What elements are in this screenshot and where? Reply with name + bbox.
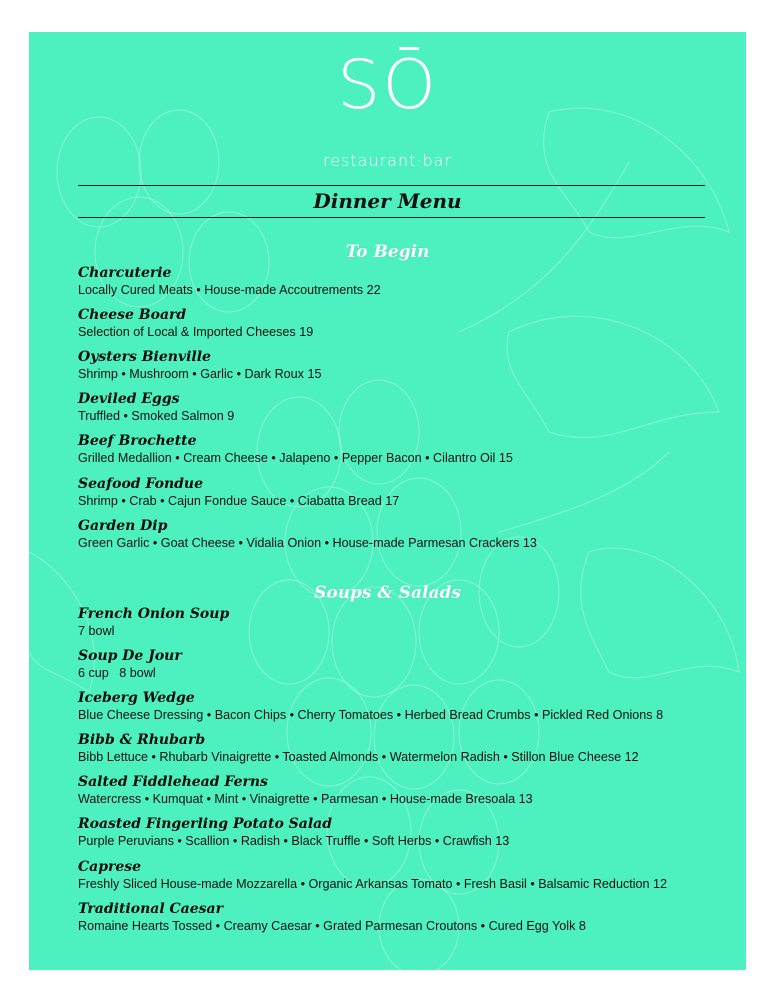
- divider-bottom: [78, 217, 705, 218]
- section-title-to-begin: To Begin: [345, 242, 430, 262]
- item-description: Grilled Medallion • Cream Cheese • Jalapeno • Pepper Bacon • Cilantro Oil 15: [78, 451, 513, 465]
- item-name: Traditional Caesar: [78, 901, 223, 917]
- item-description: Green Garlic • Goat Cheese • Vidalia Onion • House-made Parmesan Crackers 13: [78, 536, 537, 550]
- item-name: Seafood Fondue: [78, 476, 204, 492]
- menu-title: Dinner Menu: [313, 189, 462, 213]
- menu-item: [78, 901, 728, 934]
- menu-item: [78, 391, 728, 424]
- item-name: Roasted Fingerling Potato Salad: [78, 816, 333, 832]
- section-title-soups-salads: Soups & Salads: [314, 583, 461, 603]
- item-name: Deviled Eggs: [78, 391, 180, 407]
- item-name: Charcuterie: [78, 265, 172, 281]
- item-description: Watercress • Kumquat • Mint • Vinaigrette • Parmesan • House-made Bresoala 13: [78, 792, 533, 806]
- logo-tagline: restaurant·bar: [322, 151, 453, 170]
- item-description: Shrimp • Crab • Cajun Fondue Sauce • Ciabatta Bread 17: [78, 494, 400, 508]
- menu-item: [78, 349, 728, 382]
- menu-item: [78, 518, 728, 551]
- divider-top: [78, 185, 705, 186]
- item-description: Blue Cheese Dressing • Bacon Chips • Cherry Tomatoes • Herbed Bread Crumbs • Pickled Red Onions 8: [78, 708, 664, 722]
- menu-item: [78, 606, 728, 639]
- item-name: Soup De Jour: [78, 648, 182, 664]
- item-name: Oysters Bienville: [78, 349, 211, 365]
- item-description: Freshly Sliced House-made Mozzarella • Organic Arkansas Tomato • Fresh Basil • Balsamic Reduction 12: [78, 877, 668, 891]
- menu-page: [29, 32, 746, 970]
- item-name: Bibb & Rhubarb: [78, 732, 206, 748]
- item-name: Cheese Board: [78, 307, 187, 323]
- menu-item: [78, 433, 728, 466]
- logo: SŌ: [337, 46, 438, 125]
- item-name: Salted Fiddlehead Ferns: [78, 774, 268, 790]
- item-name: Beef Brochette: [78, 433, 197, 449]
- item-description: Bibb Lettuce • Rhubarb Vinaigrette • Toasted Almonds • Watermelon Radish • Stillon Blue Cheese 12: [78, 750, 639, 764]
- item-description: Selection of Local & Imported Cheeses 19: [78, 325, 314, 339]
- menu-item: [78, 476, 728, 509]
- menu-item: [78, 816, 728, 849]
- menu-item: [78, 732, 728, 765]
- item-name: Iceberg Wedge: [78, 690, 195, 706]
- menu-item: [78, 265, 728, 298]
- item-description: Shrimp • Mushroom • Garlic • Dark Roux 15: [78, 367, 322, 381]
- item-name: Caprese: [78, 859, 142, 875]
- menu-item: [78, 307, 728, 340]
- item-description: Locally Cured Meats • House-made Accoutrements 22: [78, 283, 381, 297]
- item-description: 6 cup 8 bowl: [78, 666, 156, 680]
- menu-item: [78, 774, 728, 807]
- item-description: 7 bowl: [78, 624, 115, 638]
- item-name: Garden Dip: [78, 518, 168, 534]
- menu-item: [78, 648, 728, 681]
- item-description: Romaine Hearts Tossed • Creamy Caesar • Grated Parmesan Croutons • Cured Egg Yolk 8: [78, 919, 586, 933]
- item-description: Purple Peruvians • Scallion • Radish • Black Truffle • Soft Herbs • Crawfish 13: [78, 834, 510, 848]
- item-name: French Onion Soup: [78, 606, 230, 622]
- item-description: Truffled • Smoked Salmon 9: [78, 409, 235, 423]
- menu-item: [78, 690, 728, 723]
- menu-item: [78, 859, 728, 892]
